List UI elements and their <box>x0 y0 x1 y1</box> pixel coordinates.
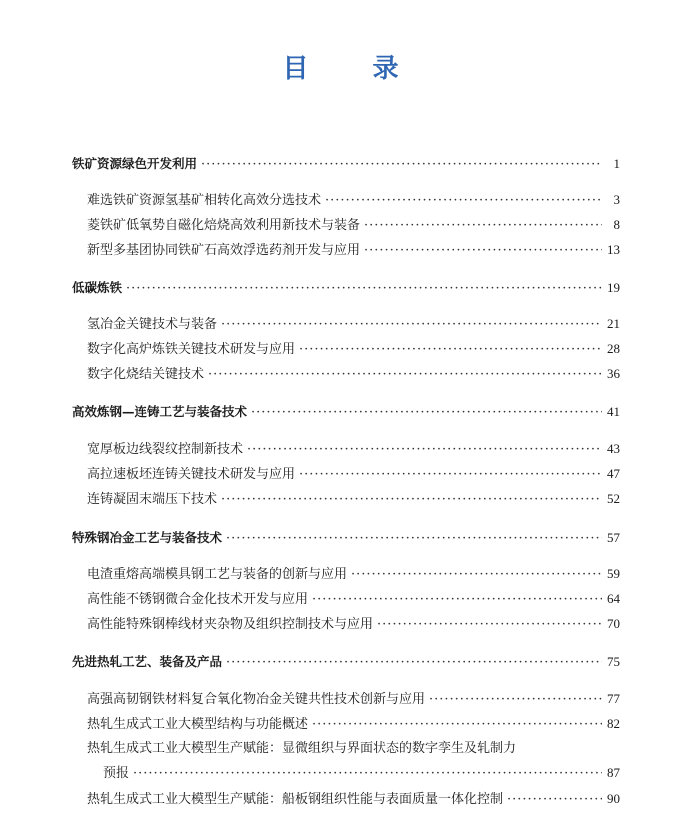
page-title <box>0 48 681 85</box>
toc-item[interactable] <box>87 216 620 235</box>
leader-dots <box>507 791 602 809</box>
toc-item-label-line1: 热轧生成式工业大模型生产赋能：显微组织与界面状态的数字孪生及轧制力 <box>87 741 517 756</box>
leader-dots <box>364 217 602 235</box>
leader-dots <box>312 716 602 734</box>
toc-page-number: 1 <box>613 156 620 171</box>
leader-dots <box>221 316 602 334</box>
toc-section-label: 铁矿资源绿色开发利用 <box>72 156 198 171</box>
toc-item-label: 高性能不锈钢微合金化技术开发与应用 <box>87 592 309 607</box>
toc-item-label: 高强高韧钢铁材料复合氧化物冶金关键共性技术创新与应用 <box>87 692 426 707</box>
toc-page-number: 75 <box>607 654 620 669</box>
toc-item[interactable] <box>87 690 620 709</box>
toc-section[interactable] <box>72 529 620 548</box>
toc-page-number: 28 <box>607 341 620 356</box>
toc-section-label: 特殊钢冶金工艺与装备技术 <box>72 530 223 545</box>
toc-item-label: 难选铁矿资源氢基矿相转化高效分选技术 <box>87 193 322 208</box>
toc-page-number: 52 <box>607 491 620 506</box>
toc-page-number: 90 <box>607 791 620 806</box>
toc-page-number: 64 <box>607 591 620 606</box>
leader-dots <box>226 530 602 548</box>
toc-page-number: 8 <box>613 217 620 232</box>
toc-item[interactable] <box>87 465 620 484</box>
toc-page-number: 70 <box>607 616 620 631</box>
toc-page-number: 57 <box>607 530 620 545</box>
leader-dots <box>351 566 602 584</box>
toc-section[interactable] <box>72 403 620 422</box>
toc-item-label: 连铸凝固末端压下技术 <box>87 492 218 507</box>
leader-dots <box>251 404 602 422</box>
leader-dots <box>208 366 602 384</box>
toc-page-number: 82 <box>607 716 620 731</box>
toc-item-label: 新型多基团协同铁矿石高效浮选药剂开发与应用 <box>87 243 361 258</box>
leader-dots <box>364 242 602 260</box>
toc-item-label: 宽厚板边线裂纹控制新技术 <box>87 442 244 457</box>
toc-item[interactable] <box>87 715 620 734</box>
toc-section[interactable] <box>72 155 620 174</box>
toc-item-label: 电渣重熔高端模具钢工艺与装备的创新与应用 <box>87 567 348 582</box>
leader-dots <box>325 192 602 210</box>
toc-page-number: 3 <box>613 192 620 207</box>
toc-item[interactable] <box>87 365 620 384</box>
toc-item[interactable] <box>87 490 620 509</box>
leader-dots <box>201 156 602 174</box>
toc-item-label: 热轧生成式工业大模型结构与功能概述 <box>87 717 309 732</box>
leader-dots <box>247 441 602 459</box>
toc-page-number: 43 <box>607 441 620 456</box>
toc-item[interactable] <box>87 315 620 334</box>
title-char-2: 录 <box>372 54 399 84</box>
toc-page-number: 19 <box>607 280 620 295</box>
toc-item[interactable] <box>87 790 620 809</box>
title-char-1: 目 <box>282 54 309 84</box>
leader-dots <box>133 765 602 783</box>
toc-item-label: 高拉速板坯连铸关键技术研发与应用 <box>87 467 296 482</box>
toc-page-number: 41 <box>607 404 620 419</box>
leader-dots <box>312 591 602 609</box>
leader-dots <box>126 280 602 298</box>
toc-section[interactable] <box>72 653 620 672</box>
toc-section-label: 低碳炼铁 <box>72 280 123 295</box>
leader-dots <box>377 616 602 634</box>
toc-item-label: 数字化高炉炼铁关键技术研发与应用 <box>87 342 296 357</box>
toc-item[interactable] <box>87 615 620 634</box>
toc-item[interactable] <box>87 191 620 210</box>
toc-item-label: 高性能特殊钢棒线材夹杂物及组织控制技术与应用 <box>87 617 374 632</box>
leader-dots <box>226 654 602 672</box>
toc-item[interactable] <box>87 241 620 260</box>
toc-item[interactable] <box>87 590 620 609</box>
toc-page-number: 77 <box>607 691 620 706</box>
leader-dots <box>299 466 602 484</box>
toc-page-number: 47 <box>607 466 620 481</box>
toc-item-label-line2: 预报 <box>103 766 130 781</box>
leader-dots <box>299 341 602 359</box>
toc-item[interactable] <box>87 440 620 459</box>
leader-dots <box>221 491 602 509</box>
toc-item[interactable] <box>87 340 620 359</box>
toc-item-label: 热轧生成式工业大模型生产赋能：船板钢组织性能与表面质量一体化控制 <box>87 792 504 807</box>
toc-section-label: 先进热轧工艺、装备及产品 <box>72 654 223 669</box>
toc-item[interactable] <box>87 565 620 584</box>
leader-dots <box>429 691 602 709</box>
toc-page-number: 87 <box>607 765 620 780</box>
toc-page-number: 36 <box>607 366 620 381</box>
toc-item-label: 数字化烧结关键技术 <box>87 367 205 382</box>
toc-page-number: 13 <box>607 242 620 257</box>
toc-page-number: 59 <box>607 566 620 581</box>
toc-item[interactable] <box>103 764 620 783</box>
toc-section-label: 高效炼钢—连铸工艺与装备技术 <box>72 404 248 419</box>
toc-item-label: 氢冶金关键技术与装备 <box>87 317 218 332</box>
toc-page-number: 21 <box>607 316 620 331</box>
toc-section[interactable] <box>72 279 620 298</box>
toc-item-label: 菱铁矿低氧势自磁化焙烧高效利用新技术与装备 <box>87 218 361 233</box>
